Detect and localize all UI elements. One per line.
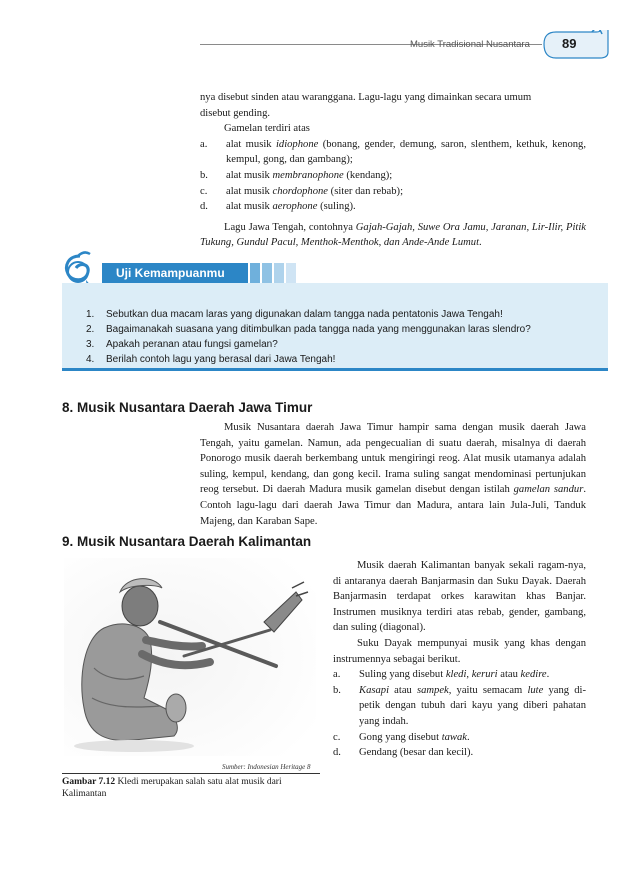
intro-line-1: nya disebut sinden atau waranggana. Lagu-lagu yang dimainkan secara umum [200,92,532,103]
list-text: alat musik membranophone (kendang); [226,169,393,181]
list-marker: a. [200,138,208,150]
list-text: Suling yang disebut kledi, keruri atau kedire. [359,669,550,681]
section-9-heading: 9. Musik Nusantara Daerah Kalimantan [62,534,312,549]
gamelan-intro: Gamelan terdiri atas [224,123,310,135]
list-item [200,137,586,168]
question-text: Apakah peranan atau fungsi gamelan? [106,339,278,350]
list-text: Gendang (besar dan kecil). [359,747,474,759]
list-marker: c. [333,731,341,743]
question-number: 2. [86,324,95,335]
question-item [86,352,596,367]
section-9-para-1: Musik daerah Kalimantan banyak sekali ragam-nya, di antaranya daerah Banjarmasin dan Suku Dayak. Daerah Banjarmasin terdapat orkes karawitan khas Banjar. Instrumen musiknya terdiri atas rebab, gender, gambang, dan suling (diagonal). [333,560,586,634]
photo-source: Sumber: Indonesian Heritage 8 [222,763,311,771]
list-item [200,199,586,215]
list-text: Kasapi atau sampek, yaitu semacam lute yang di-petik dengan tubuh dari kayu yang diberi pahatan yang indah. [359,684,586,727]
kledi-player-photo [64,558,316,756]
page-number: 89 [562,36,577,51]
caption-rule [62,773,320,774]
list-marker: a. [333,669,341,681]
uji-question-list [86,307,596,367]
section-8-heading: 8. Musik Nusantara Daerah Jawa Timur [62,400,313,415]
list-marker: b. [333,684,341,696]
section-8-text: Musik Nusantara daerah Jawa Timur hampir sama dengan musik daerah Jawa Tengah, yaitu gamelan. Namun, ada pengecualian di suatu daerah, misalnya di daerah Ponorogo musik daerah berkembang untuk mengiringi reog. Alat musik utamanya adalah suling, kempul, kendang, dan gong kecil. Irama suling sangat mendominasi pertunjukan reog tersebut. Di daerah Madura musik gamelan disebut dengan istilah gamelan sandur. Contoh lagu-lagu dari daerah Jawa Timur dan Madura, antara lain Jula-Juli, Tanduk Majeng, dan Karaban Sape. [200,422,586,527]
list-item [333,745,586,761]
list-text: alat musik chordophone (siter dan rebab); [226,185,404,197]
list-marker: d. [333,747,341,759]
list-item [333,730,586,746]
question-item [86,322,596,337]
section-9-para-2: Suku Dayak mempunyai musik yang khas dengan instrumennya sebagai berikut. [333,637,586,665]
intro-line-2: disebut gending. [200,107,271,119]
uji-decoration [250,263,298,283]
gamelan-list [200,137,586,215]
list-text: alat musik idiophone (bonang, gender, demung, saron, slenthem, kethuk, kenong, kempul, gong, dan gambang); [226,138,586,166]
question-number: 4. [86,354,95,365]
question-text: Sebutkan dua macam laras yang digunakan dalam tangga nada pentatonis Jawa Tengah! [106,309,503,320]
question-number: 1. [86,309,95,320]
list-item [333,683,586,730]
list-marker: b. [200,169,208,181]
list-text: alat musik aerophone (suling). [226,201,356,213]
question-item [86,337,596,352]
figure-caption: Gambar 7.12 Kledi merupakan salah satu alat musik dari Kalimantan [62,777,282,799]
question-item [86,307,596,322]
list-marker: c. [200,185,208,197]
chapter-title: Musik Tradisional Nusantara [410,39,530,50]
list-item [333,667,586,683]
central-java-songs: Lagu Jawa Tengah, contohnya Gajah-Gajah, Suwe Ora Jamu, Jaranan, Lir-Ilir, Pitik Tukung, Gundul Pacul, Menthok-Menthok, dan Ande-Ande Lumut. [200,221,586,249]
list-marker: d. [200,201,208,213]
question-text: Berilah contoh lagu yang berasal dari Jawa Tengah! [106,354,336,365]
question-number: 3. [86,339,95,350]
list-item [200,184,586,200]
question-text: Bagaimanakah suasana yang ditimbulkan pada tangga nada yang menggunakan laras slendro? [106,324,531,335]
uji-title: Uji Kemampuanmu [102,263,248,283]
list-item [200,168,586,184]
top-text-block [200,90,586,251]
section-9-text [333,558,586,761]
list-text: Gong yang disebut tawak. [359,731,470,743]
